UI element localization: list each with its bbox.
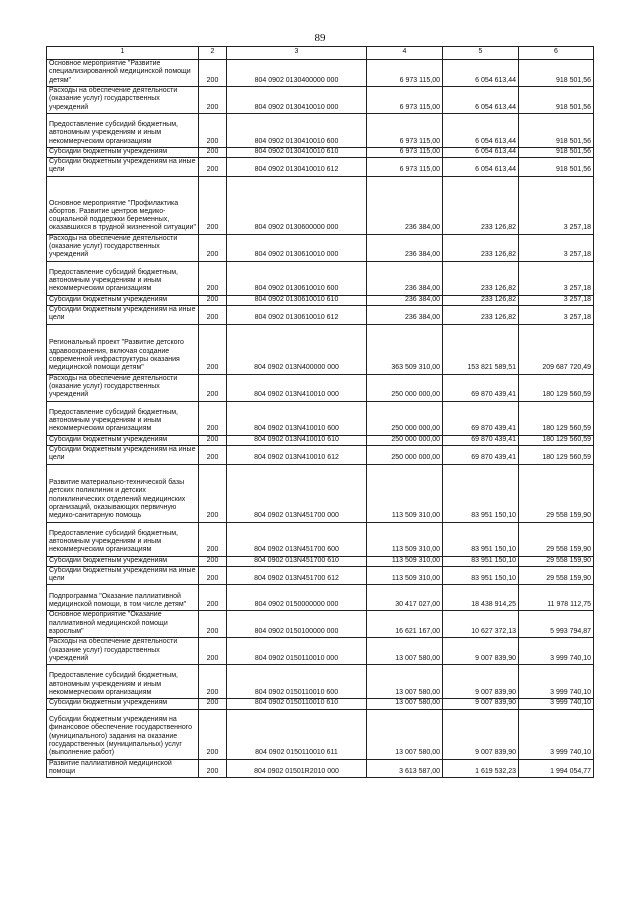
row-value-col6: 1 994 054,77 bbox=[519, 759, 594, 778]
row-kbk-cell: 804 0902 013N451700 600 bbox=[227, 522, 367, 556]
row-name-cell: Развитие материально-технической базы детских поликлиник и детских поликлинических отделений медицинских организаций, оказывающих первичную медико-санитарную помощь bbox=[47, 464, 199, 522]
table-row bbox=[47, 445, 594, 464]
row-kbk-cell: 804 0902 0150110010 000 bbox=[227, 638, 367, 665]
row-code-cell: 200 bbox=[199, 113, 227, 147]
row-value-col5: 69 870 439,41 bbox=[443, 445, 519, 464]
row-code-cell: 200 bbox=[199, 435, 227, 445]
row-code-cell: 200 bbox=[199, 147, 227, 157]
row-value-col6: 180 129 560,59 bbox=[519, 445, 594, 464]
row-code-cell: 200 bbox=[199, 699, 227, 709]
row-value-col5: 69 870 439,41 bbox=[443, 435, 519, 445]
row-value-col5: 233 126,82 bbox=[443, 295, 519, 305]
row-value-col5: 233 126,82 bbox=[443, 176, 519, 234]
row-name-cell: Субсидии бюджетным учреждениям bbox=[47, 699, 199, 709]
row-value-col5: 83 951 150,10 bbox=[443, 556, 519, 566]
row-name-cell: Субсидии бюджетным учреждениям bbox=[47, 147, 199, 157]
row-value-col5: 83 951 150,10 bbox=[443, 464, 519, 522]
row-code-cell: 200 bbox=[199, 295, 227, 305]
row-value-col6: 29 558 159,90 bbox=[519, 556, 594, 566]
row-code-cell: 200 bbox=[199, 522, 227, 556]
row-value-col6: 918 501,56 bbox=[519, 60, 594, 87]
row-value-col6: 918 501,56 bbox=[519, 113, 594, 147]
row-kbk-cell: 804 0902 0130410010 612 bbox=[227, 158, 367, 177]
row-value-col6: 918 501,56 bbox=[519, 158, 594, 177]
table-row bbox=[47, 374, 594, 401]
row-value-col6: 29 558 159,90 bbox=[519, 464, 594, 522]
row-code-cell: 200 bbox=[199, 306, 227, 325]
row-value-col4: 3 613 587,00 bbox=[367, 759, 443, 778]
row-value-col5: 69 870 439,41 bbox=[443, 374, 519, 401]
row-code-cell: 200 bbox=[199, 86, 227, 113]
row-kbk-cell: 804 0902 013N410010 600 bbox=[227, 401, 367, 435]
row-value-col6: 3 257,18 bbox=[519, 234, 594, 261]
row-name-cell: Расходы на обеспечение деятельности (оказание услуг) государственных учреждений bbox=[47, 638, 199, 665]
row-kbk-cell: 804 0902 013N410010 610 bbox=[227, 435, 367, 445]
header-cell: 4 bbox=[367, 47, 443, 60]
table-row bbox=[47, 306, 594, 325]
row-value-col6: 918 501,56 bbox=[519, 147, 594, 157]
row-value-col6: 209 687 720,49 bbox=[519, 324, 594, 374]
row-value-col6: 3 257,18 bbox=[519, 295, 594, 305]
table-header-row bbox=[47, 47, 594, 60]
row-code-cell: 200 bbox=[199, 638, 227, 665]
row-value-col6: 3 257,18 bbox=[519, 261, 594, 295]
row-value-col4: 16 621 167,00 bbox=[367, 611, 443, 638]
row-code-cell: 200 bbox=[199, 709, 227, 759]
row-value-col5: 9 007 839,90 bbox=[443, 699, 519, 709]
row-value-col6: 3 999 740,10 bbox=[519, 665, 594, 699]
row-code-cell: 200 bbox=[199, 611, 227, 638]
row-value-col4: 250 000 000,00 bbox=[367, 401, 443, 435]
row-code-cell: 200 bbox=[199, 556, 227, 566]
row-value-col4: 236 384,00 bbox=[367, 176, 443, 234]
row-value-col4: 236 384,00 bbox=[367, 295, 443, 305]
row-value-col5: 233 126,82 bbox=[443, 234, 519, 261]
row-value-col5: 18 438 914,25 bbox=[443, 585, 519, 611]
row-kbk-cell: 804 0902 013N410010 000 bbox=[227, 374, 367, 401]
table-row bbox=[47, 759, 594, 778]
table-row bbox=[47, 295, 594, 305]
table-row bbox=[47, 611, 594, 638]
row-value-col6: 180 129 560,59 bbox=[519, 435, 594, 445]
row-value-col5: 9 007 839,90 bbox=[443, 638, 519, 665]
row-kbk-cell: 804 0902 0150110010 611 bbox=[227, 709, 367, 759]
row-value-col4: 113 509 310,00 bbox=[367, 566, 443, 585]
row-value-col4: 236 384,00 bbox=[367, 261, 443, 295]
row-name-cell: Субсидии бюджетным учреждениям bbox=[47, 295, 199, 305]
row-code-cell: 200 bbox=[199, 374, 227, 401]
row-value-col6: 3 999 740,10 bbox=[519, 699, 594, 709]
row-value-col4: 113 509 310,00 bbox=[367, 464, 443, 522]
table-row bbox=[47, 158, 594, 177]
table-row bbox=[47, 638, 594, 665]
row-value-col4: 113 509 310,00 bbox=[367, 522, 443, 556]
row-name-cell: Субсидии бюджетным учреждениям на иные цели bbox=[47, 306, 199, 325]
table-row bbox=[47, 566, 594, 585]
row-value-col4: 30 417 027,00 bbox=[367, 585, 443, 611]
row-value-col6: 180 129 560,59 bbox=[519, 401, 594, 435]
row-kbk-cell: 804 0902 0130610010 612 bbox=[227, 306, 367, 325]
header-cell: 3 bbox=[227, 47, 367, 60]
table-row bbox=[47, 709, 594, 759]
table-row bbox=[47, 435, 594, 445]
row-kbk-cell: 804 0902 0130410010 600 bbox=[227, 113, 367, 147]
row-value-col5: 83 951 150,10 bbox=[443, 522, 519, 556]
row-code-cell: 200 bbox=[199, 566, 227, 585]
row-value-col5: 233 126,82 bbox=[443, 261, 519, 295]
row-name-cell: Субсидии бюджетным учреждениям на иные цели bbox=[47, 445, 199, 464]
table-row bbox=[47, 113, 594, 147]
row-value-col6: 29 558 159,90 bbox=[519, 566, 594, 585]
table-row bbox=[47, 585, 594, 611]
row-kbk-cell: 804 0902 013N451700 000 bbox=[227, 464, 367, 522]
header-cell: 2 bbox=[199, 47, 227, 60]
table-row bbox=[47, 665, 594, 699]
table-row bbox=[47, 324, 594, 374]
row-value-col4: 13 007 580,00 bbox=[367, 709, 443, 759]
row-kbk-cell: 804 0902 0130600000 000 bbox=[227, 176, 367, 234]
row-value-col5: 6 054 613,44 bbox=[443, 158, 519, 177]
row-kbk-cell: 804 0902 0150100000 000 bbox=[227, 611, 367, 638]
row-value-col6: 5 993 794,87 bbox=[519, 611, 594, 638]
row-name-cell: Субсидии бюджетным учреждениям на финансовое обеспечение государственного (муниципального) задания на оказание государственных (муниципальных) услуг (выполнение работ) bbox=[47, 709, 199, 759]
row-kbk-cell: 804 0902 013N451700 612 bbox=[227, 566, 367, 585]
row-name-cell: Основное мероприятие "Развитие специализированной медицинской помощи детям" bbox=[47, 60, 199, 87]
row-name-cell: Развитие паллиативной медицинской помощи bbox=[47, 759, 199, 778]
row-value-col4: 6 973 115,00 bbox=[367, 86, 443, 113]
row-kbk-cell: 804 0902 0130610010 000 bbox=[227, 234, 367, 261]
row-value-col5: 9 007 839,90 bbox=[443, 709, 519, 759]
row-value-col4: 363 509 310,00 bbox=[367, 324, 443, 374]
row-value-col5: 153 821 589,51 bbox=[443, 324, 519, 374]
row-kbk-cell: 804 0902 0130410010 000 bbox=[227, 86, 367, 113]
row-value-col5: 233 126,82 bbox=[443, 306, 519, 325]
row-name-cell: Субсидии бюджетным учреждениям bbox=[47, 435, 199, 445]
row-name-cell: Расходы на обеспечение деятельности (оказание услуг) государственных учреждений bbox=[47, 86, 199, 113]
header-cell: 6 bbox=[519, 47, 594, 60]
row-value-col4: 13 007 580,00 bbox=[367, 665, 443, 699]
row-kbk-cell: 804 0902 013N410010 612 bbox=[227, 445, 367, 464]
row-name-cell: Предоставление субсидий бюджетным, автономным учреждениям и иным некоммерческим организациям bbox=[47, 522, 199, 556]
row-value-col4: 6 973 115,00 bbox=[367, 60, 443, 87]
row-kbk-cell: 804 0902 0130610010 600 bbox=[227, 261, 367, 295]
row-name-cell: Основное мероприятие "Профилактика абортов. Развитие центров медико-социальной поддержки беременных, оказавшихся в трудной жизненной ситуации" bbox=[47, 176, 199, 234]
row-value-col4: 13 007 580,00 bbox=[367, 638, 443, 665]
row-name-cell: Субсидии бюджетным учреждениям на иные цели bbox=[47, 566, 199, 585]
row-value-col4: 6 973 115,00 bbox=[367, 113, 443, 147]
row-name-cell: Основное мероприятие "Оказание паллиативной медицинской помощи взрослым" bbox=[47, 611, 199, 638]
row-name-cell: Предоставление субсидий бюджетным, автономным учреждениям и иным некоммерческим организациям bbox=[47, 261, 199, 295]
row-kbk-cell: 804 0902 0130610010 610 bbox=[227, 295, 367, 305]
table-row bbox=[47, 401, 594, 435]
table-row bbox=[47, 60, 594, 87]
table-row bbox=[47, 464, 594, 522]
row-value-col5: 69 870 439,41 bbox=[443, 401, 519, 435]
row-value-col5: 10 627 372,13 bbox=[443, 611, 519, 638]
row-value-col4: 6 973 115,00 bbox=[367, 158, 443, 177]
row-code-cell: 200 bbox=[199, 445, 227, 464]
row-value-col4: 6 973 115,00 bbox=[367, 147, 443, 157]
row-value-col5: 6 054 613,44 bbox=[443, 86, 519, 113]
row-value-col5: 1 619 532,23 bbox=[443, 759, 519, 778]
row-code-cell: 200 bbox=[199, 324, 227, 374]
table-row bbox=[47, 261, 594, 295]
row-name-cell: Предоставление субсидий бюджетным, автономным учреждениям и иным некоммерческим организациям bbox=[47, 401, 199, 435]
table-row bbox=[47, 234, 594, 261]
row-code-cell: 200 bbox=[199, 665, 227, 699]
row-value-col6: 3 257,18 bbox=[519, 176, 594, 234]
row-code-cell: 200 bbox=[199, 234, 227, 261]
row-name-cell: Подпрограмма "Оказание паллиативной медицинской помощи, в том числе детям" bbox=[47, 585, 199, 611]
row-value-col4: 236 384,00 bbox=[367, 234, 443, 261]
row-code-cell: 200 bbox=[199, 464, 227, 522]
row-name-cell: Предоставление субсидий бюджетным, автономным учреждениям и иным некоммерческим организациям bbox=[47, 113, 199, 147]
row-name-cell: Расходы на обеспечение деятельности (оказание услуг) государственных учреждений bbox=[47, 234, 199, 261]
row-kbk-cell: 804 0902 01501R2010 000 bbox=[227, 759, 367, 778]
row-name-cell: Субсидии бюджетным учреждениям на иные цели bbox=[47, 158, 199, 177]
page-number: 89 bbox=[314, 32, 326, 44]
row-value-col4: 236 384,00 bbox=[367, 306, 443, 325]
table-row bbox=[47, 556, 594, 566]
table-row bbox=[47, 86, 594, 113]
row-value-col6: 3 999 740,10 bbox=[519, 709, 594, 759]
table-row bbox=[47, 522, 594, 556]
row-value-col4: 250 000 000,00 bbox=[367, 374, 443, 401]
row-kbk-cell: 804 0902 013N400000 000 bbox=[227, 324, 367, 374]
row-kbk-cell: 804 0902 013N451700 610 bbox=[227, 556, 367, 566]
row-value-col4: 13 007 580,00 bbox=[367, 699, 443, 709]
row-name-cell: Региональный проект "Развитие детского здравоохранения, включая создание современной инфраструктуры оказания медицинской помощи детям" bbox=[47, 324, 199, 374]
row-value-col6: 3 999 740,10 bbox=[519, 638, 594, 665]
row-name-cell: Расходы на обеспечение деятельности (оказание услуг) государственных учреждений bbox=[47, 374, 199, 401]
row-value-col5: 6 054 613,44 bbox=[443, 113, 519, 147]
row-value-col6: 29 558 159,90 bbox=[519, 522, 594, 556]
row-code-cell: 200 bbox=[199, 176, 227, 234]
row-value-col4: 250 000 000,00 bbox=[367, 445, 443, 464]
row-value-col5: 6 054 613,44 bbox=[443, 147, 519, 157]
row-value-col6: 918 501,56 bbox=[519, 86, 594, 113]
row-kbk-cell: 804 0902 0130410010 610 bbox=[227, 147, 367, 157]
row-kbk-cell: 804 0902 0150110010 610 bbox=[227, 699, 367, 709]
row-code-cell: 200 bbox=[199, 585, 227, 611]
row-value-col6: 180 129 560,59 bbox=[519, 374, 594, 401]
row-code-cell: 200 bbox=[199, 60, 227, 87]
table-row bbox=[47, 147, 594, 157]
row-value-col5: 83 951 150,10 bbox=[443, 566, 519, 585]
header-cell: 5 bbox=[443, 47, 519, 60]
row-kbk-cell: 804 0902 0150110010 600 bbox=[227, 665, 367, 699]
row-value-col6: 3 257,18 bbox=[519, 306, 594, 325]
table-row bbox=[47, 699, 594, 709]
row-value-col6: 11 978 112,75 bbox=[519, 585, 594, 611]
row-code-cell: 200 bbox=[199, 759, 227, 778]
row-kbk-cell: 804 0902 0150000000 000 bbox=[227, 585, 367, 611]
row-kbk-cell: 804 0902 0130400000 000 bbox=[227, 60, 367, 87]
row-code-cell: 200 bbox=[199, 261, 227, 295]
row-name-cell: Предоставление субсидий бюджетным, автономным учреждениям и иным некоммерческим организациям bbox=[47, 665, 199, 699]
header-cell: 1 bbox=[47, 47, 199, 60]
row-code-cell: 200 bbox=[199, 158, 227, 177]
row-value-col4: 250 000 000,00 bbox=[367, 435, 443, 445]
row-value-col5: 6 054 613,44 bbox=[443, 60, 519, 87]
table-row bbox=[47, 176, 594, 234]
budget-table bbox=[46, 46, 594, 778]
row-value-col5: 9 007 839,90 bbox=[443, 665, 519, 699]
row-code-cell: 200 bbox=[199, 401, 227, 435]
row-value-col4: 113 509 310,00 bbox=[367, 556, 443, 566]
row-name-cell: Субсидии бюджетным учреждениям bbox=[47, 556, 199, 566]
